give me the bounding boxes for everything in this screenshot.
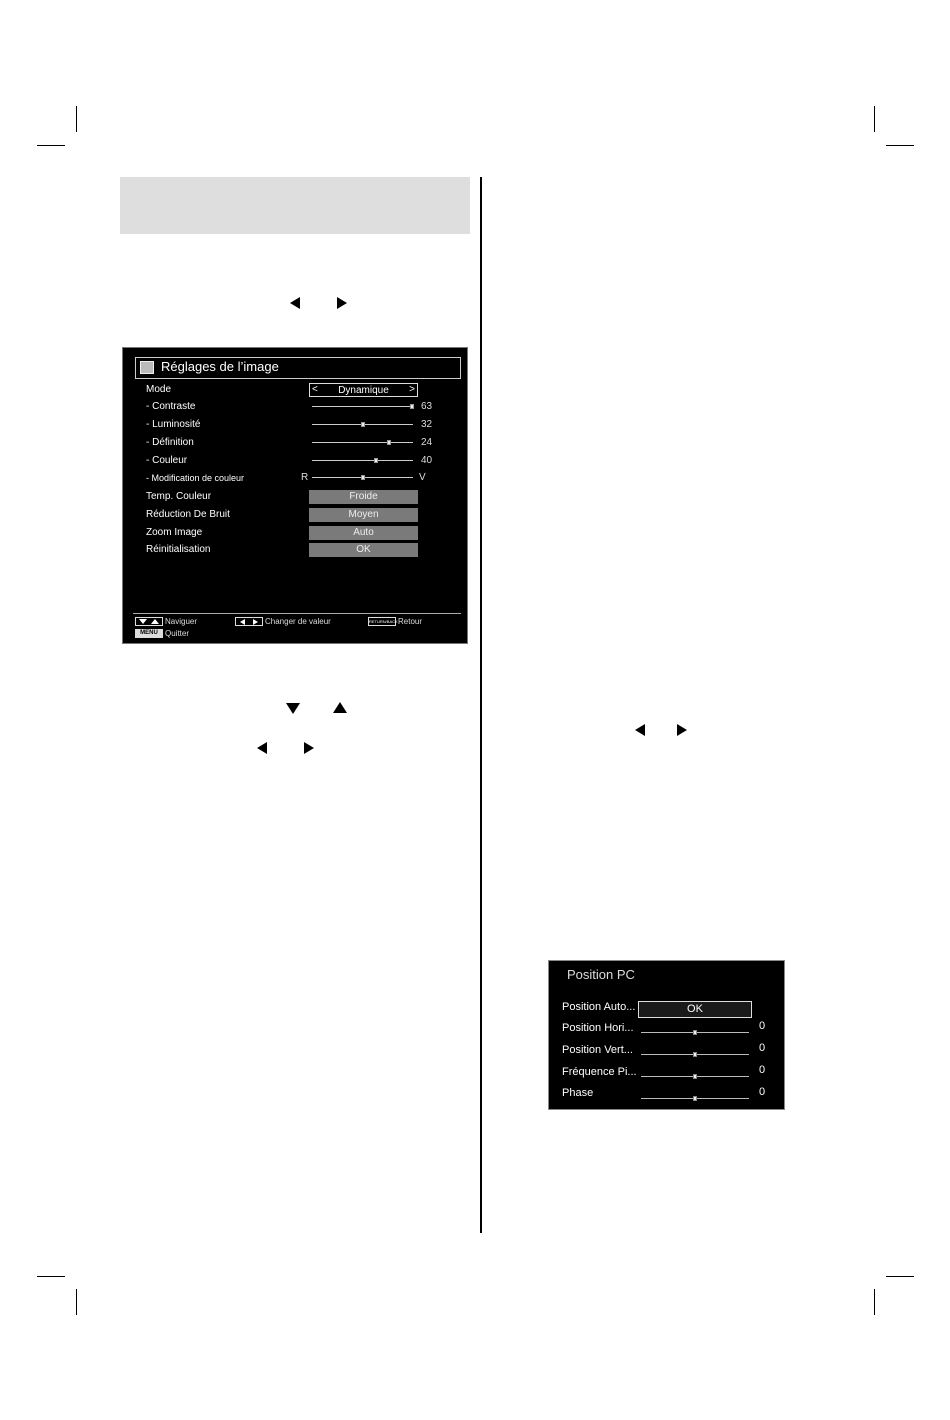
color-value: 40 — [421, 455, 433, 466]
brightness-label: - Luminosité — [146, 419, 201, 430]
picture-settings-icon — [140, 361, 154, 374]
phase-value: 0 — [759, 1086, 766, 1098]
zoom-label: Zoom Image — [146, 527, 203, 538]
color-temp-label: Temp. Couleur — [146, 491, 212, 502]
left-arrow-icon — [257, 742, 267, 754]
h-position-slider[interactable] — [641, 1032, 749, 1033]
menu-title: Réglages de l’image — [161, 359, 279, 374]
auto-position-label: Position Auto... — [562, 1001, 636, 1013]
color-label: - Couleur — [146, 455, 188, 466]
crop-mark — [886, 145, 914, 146]
down-arrow-icon — [286, 703, 300, 714]
brightness-slider[interactable] — [312, 424, 413, 425]
h-position-label: Position Hori... — [562, 1022, 634, 1034]
sharpness-value: 24 — [421, 437, 433, 448]
noise-reduction-label: Réduction De Bruit — [146, 509, 230, 520]
reset-button[interactable]: OK — [309, 543, 418, 557]
contrast-slider[interactable] — [312, 406, 413, 407]
slider-knob[interactable] — [693, 1074, 697, 1079]
mode-label: Mode — [146, 384, 172, 395]
v-position-value: 0 — [759, 1042, 766, 1054]
navigate-key — [135, 617, 163, 626]
left-arrow-icon — [290, 297, 300, 309]
slider-knob[interactable] — [693, 1030, 697, 1035]
sharpness-slider[interactable] — [312, 442, 413, 443]
crop-mark — [37, 1276, 65, 1277]
return-hint: Retour — [398, 617, 423, 626]
left-arrow-icon — [240, 619, 245, 625]
quit-hint: Quitter — [165, 629, 190, 638]
pc-position-menu — [548, 960, 785, 1110]
menu-title-bar — [135, 357, 461, 379]
color-shift-slider[interactable] — [312, 477, 413, 478]
contrast-label: - Contraste — [146, 401, 196, 412]
slider-knob[interactable] — [374, 458, 378, 463]
color-shift-left: R — [301, 472, 309, 483]
right-arrow-icon — [677, 724, 687, 736]
crop-mark — [874, 1289, 875, 1315]
navigate-hint: Naviguer — [165, 617, 198, 626]
pixel-frequency-slider[interactable] — [641, 1076, 749, 1077]
contrast-value: 63 — [421, 401, 433, 412]
right-arrow-icon — [337, 297, 347, 309]
left-arrow-icon — [635, 724, 645, 736]
crop-mark — [886, 1276, 914, 1277]
menu-key: MENU — [135, 629, 163, 638]
slider-knob[interactable] — [693, 1052, 697, 1057]
h-position-value: 0 — [759, 1020, 766, 1032]
mode-value: Dynamique — [338, 385, 389, 396]
return-key: RETURN/BACK — [369, 619, 398, 624]
crop-mark — [76, 1289, 77, 1315]
up-arrow-icon — [151, 619, 159, 624]
pc-menu-title: Position PC — [567, 967, 635, 982]
chevron-left-icon[interactable]: < — [312, 384, 318, 395]
auto-position-ok-button[interactable]: OK — [638, 1001, 752, 1018]
slider-knob[interactable] — [410, 404, 414, 409]
phase-label: Phase — [562, 1087, 594, 1099]
slider-knob[interactable] — [693, 1096, 697, 1101]
color-temp-select[interactable]: Froide — [309, 490, 418, 504]
change-value-hint: Changer de valeur — [265, 617, 331, 626]
footer-divider — [133, 613, 461, 614]
pixel-frequency-label: Fréquence Pi... — [562, 1066, 637, 1078]
right-arrow-icon — [304, 742, 314, 754]
color-shift-right: V — [419, 472, 426, 483]
noise-reduction-select[interactable]: Moyen — [309, 508, 418, 522]
change-value-key — [235, 617, 263, 626]
down-arrow-icon — [139, 619, 147, 624]
slider-knob[interactable] — [361, 475, 365, 480]
v-position-slider[interactable] — [641, 1054, 749, 1055]
crop-mark — [37, 145, 65, 146]
crop-mark — [874, 106, 875, 132]
phase-slider[interactable] — [641, 1098, 749, 1099]
color-slider[interactable] — [312, 460, 413, 461]
color-shift-label: - Modification de couleur — [146, 473, 245, 483]
chevron-right-icon[interactable]: > — [409, 384, 415, 395]
picture-settings-menu — [122, 347, 468, 644]
sharpness-label: - Définition — [146, 437, 194, 448]
section-header-bar — [120, 177, 470, 234]
column-divider — [480, 177, 482, 1233]
pixel-frequency-value: 0 — [759, 1064, 766, 1076]
v-position-label: Position Vert... — [562, 1044, 633, 1056]
mode-selector[interactable] — [309, 383, 418, 397]
up-arrow-icon — [333, 702, 347, 713]
brightness-value: 32 — [421, 419, 433, 430]
slider-knob[interactable] — [387, 440, 391, 445]
slider-knob[interactable] — [361, 422, 365, 427]
reset-label: Réinitialisation — [146, 544, 211, 555]
zoom-select[interactable]: Auto — [309, 526, 418, 540]
crop-mark — [76, 106, 77, 132]
right-arrow-icon — [253, 619, 258, 625]
